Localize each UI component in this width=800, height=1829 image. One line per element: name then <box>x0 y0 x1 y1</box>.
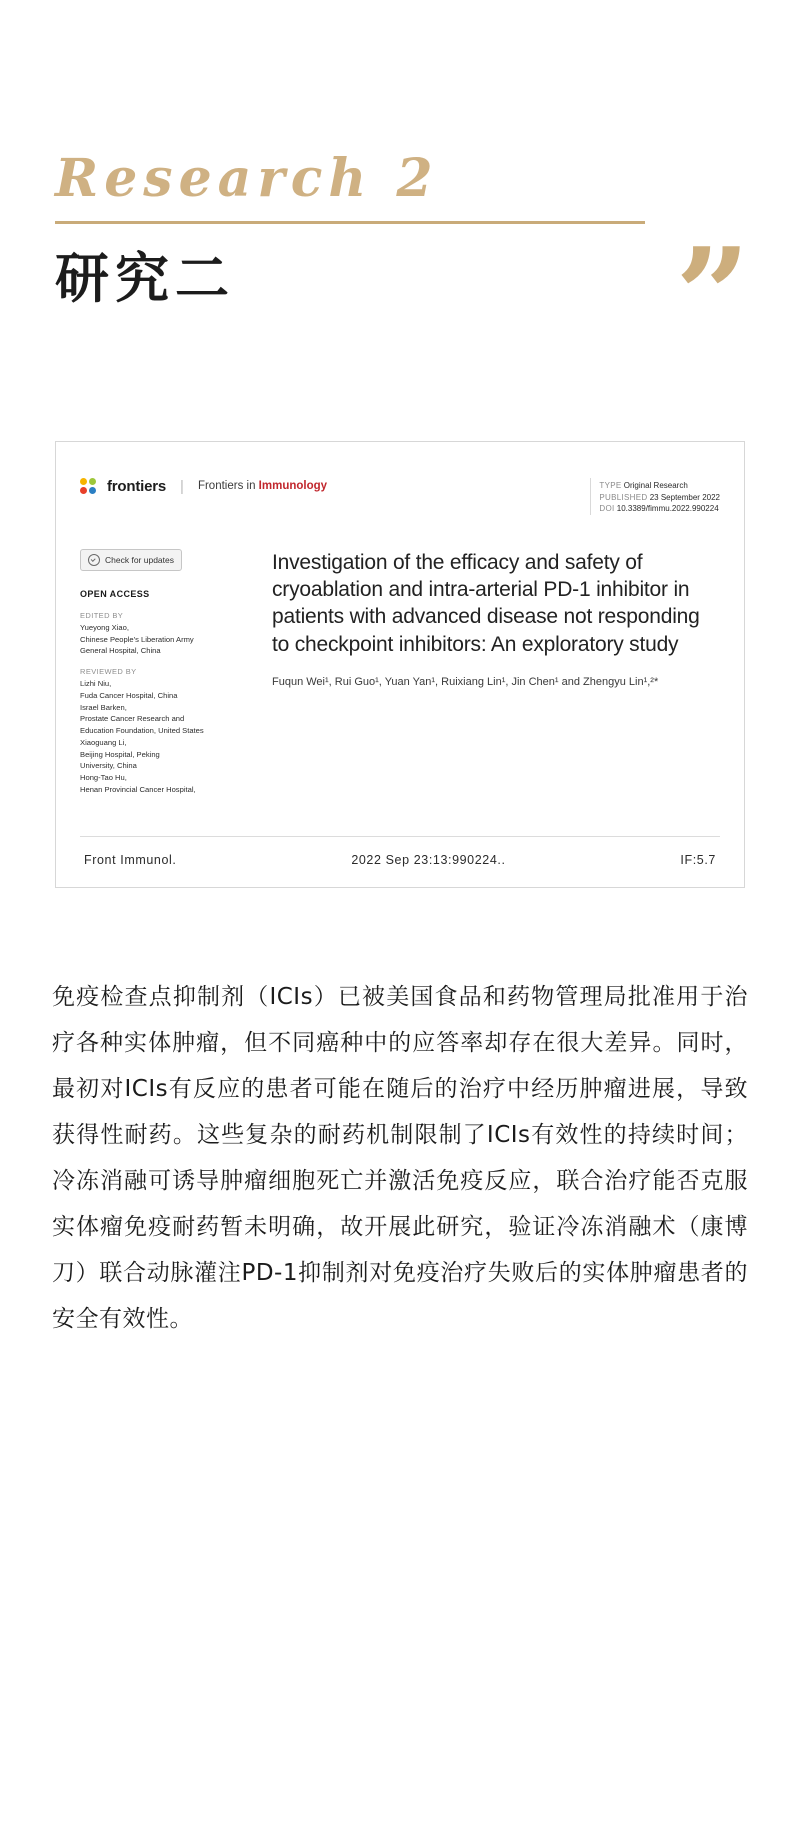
brand-name: frontiers <box>107 477 167 495</box>
impact-factor: IF:5.7 <box>680 852 716 867</box>
brand-separator: | <box>180 477 184 495</box>
check-for-updates-label: Check for updates <box>105 554 174 565</box>
list-item: Israel Barken, <box>80 702 127 712</box>
gold-divider <box>55 221 645 224</box>
paper-authors: Fuqun Wei¹, Rui Guo¹, Yuan Yan¹, Ruixiang Lin¹, Jin Chen¹ and Zhengyu Lin¹,²* <box>272 675 659 688</box>
page-title: 研究二 <box>55 246 235 311</box>
quote-mark-icon: ” <box>675 219 744 372</box>
list-item: Yueyong Xiao, <box>80 622 129 632</box>
list-item: Beijing Hospital, Peking <box>80 749 160 759</box>
meta-published-label: PUBLISHED <box>599 492 648 502</box>
open-access-badge: OPEN ACCESS <box>80 588 150 599</box>
meta-published-value: 23 September 2022 <box>649 492 720 502</box>
paper-main <box>272 549 720 806</box>
abstract-paragraph: 免疫检查点抑制剂（ICIs）已被美国食品和药物管理局批准用于治疗各种实体肿瘤，但不同癌种中的应答率却存在很大差异。同时，最初对ICIs有反应的患者可能在随后的治疗中经历肿瘤进展，导致获得性耐药。这些复杂的耐药机制限制了ICIs有效性的持续时间；冷冻消融可诱导肿瘤细胞死亡并激活免疫反应，联合治疗能否克服实体瘤免疫耐药暂未明确，故开展此研究，验证冷冻消融术（康博刀）联合动脉灌注PD-1抑制剂对免疫治疗失败后的实体肿瘤患者的安全有效性。 <box>52 983 748 1332</box>
list-item: Hong-Tao Hu, <box>80 773 127 783</box>
list-item: Henan Provincial Cancer Hospital, <box>80 784 196 794</box>
paper-card-header <box>56 442 744 515</box>
paper-card-footer <box>80 836 720 887</box>
paper-sidebar <box>80 549 250 806</box>
journal-short-name: Front Immunol. <box>84 852 177 867</box>
page-title-script: Research 2 <box>55 148 439 209</box>
reviewed-by-list <box>80 678 250 796</box>
check-for-updates-button[interactable] <box>80 549 182 571</box>
journal-prefix: Frontiers in <box>197 480 259 493</box>
journal-title: Immunology <box>258 480 328 493</box>
list-item: University, China <box>80 761 137 771</box>
list-item: Chinese People's Liberation Army <box>80 634 194 644</box>
list-item: Prostate Cancer Research and <box>80 714 185 724</box>
paper-title[interactable]: Investigation of the efficacy and safety of cryoablation and intra-arterial PD-1 inhibitor in patients with advanced disease not responding to checkpoint inhibitors: An exploratory study <box>272 550 700 656</box>
edited-by-label: EDITED BY <box>80 610 124 620</box>
citation-text: 2022 Sep 23:13:990224.. <box>351 852 506 867</box>
paper-card-body <box>56 515 744 806</box>
research-header <box>0 0 800 372</box>
frontiers-logo-icon <box>80 478 97 495</box>
frontiers-brand <box>80 478 327 495</box>
list-item: Fuda Cancer Hospital, China <box>80 690 178 700</box>
journal-name <box>198 480 327 492</box>
list-item: Education Foundation, United States <box>80 726 204 736</box>
meta-doi-value[interactable]: 10.3389/fimmu.2022.990224 <box>616 504 719 514</box>
meta-type-label: TYPE <box>599 480 622 490</box>
meta-doi-label: DOI <box>599 504 615 514</box>
paper-meta <box>590 478 720 515</box>
paper-card[interactable] <box>55 441 745 888</box>
list-item: General Hospital, China <box>80 646 161 656</box>
check-circle-icon <box>88 554 100 566</box>
list-item: Xiaoguang Li, <box>80 737 127 747</box>
list-item: Lizhi Niu, <box>80 679 112 689</box>
meta-type-value: Original Research <box>623 480 688 490</box>
reviewed-by-label: REVIEWED BY <box>80 667 137 677</box>
edited-by-list <box>80 622 250 657</box>
